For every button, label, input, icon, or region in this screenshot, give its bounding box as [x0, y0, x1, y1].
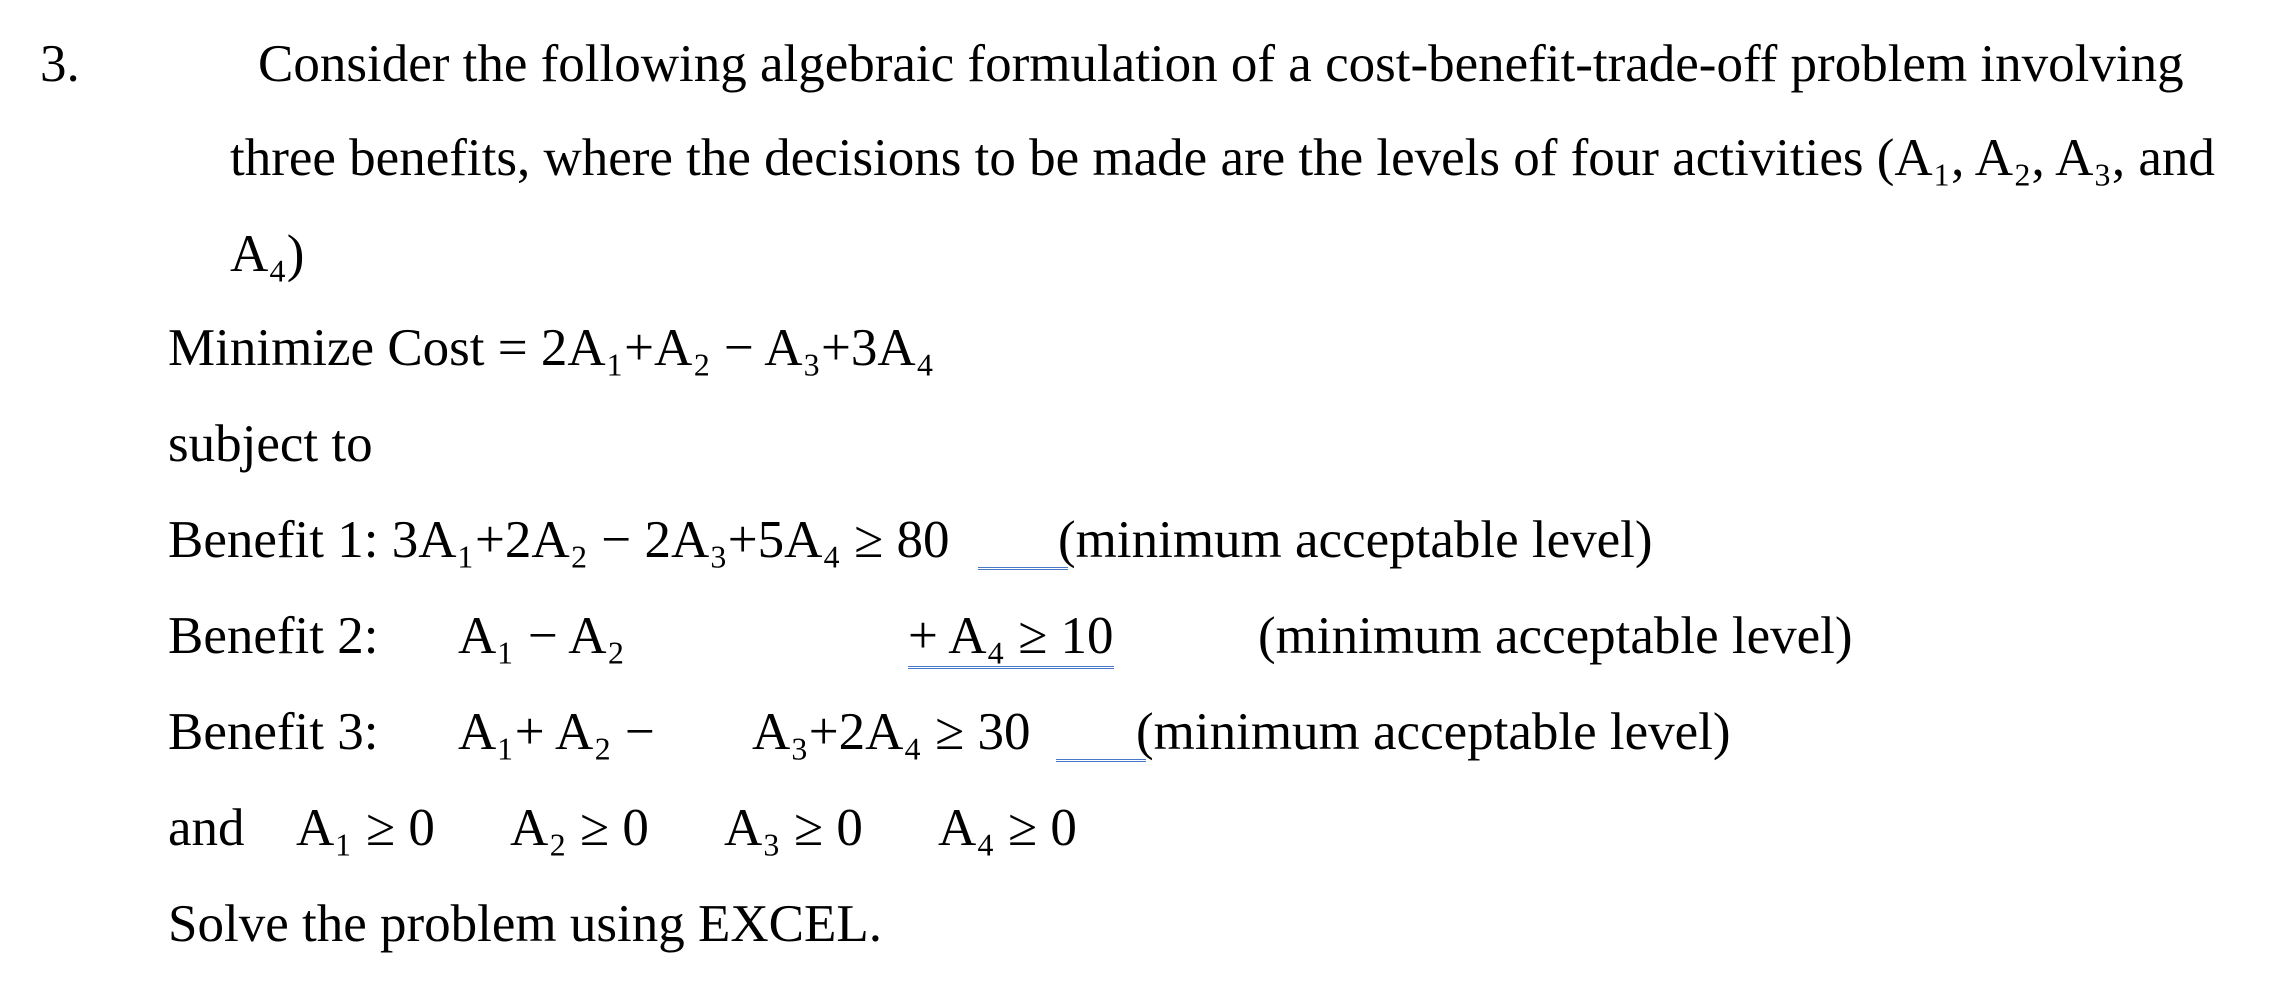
benefit-3-left: A₁+ A₂ −	[458, 703, 655, 761]
benefit-2-note: (minimum acceptable level)	[1258, 607, 1853, 665]
benefit-1-note: (minimum acceptable level)	[1058, 511, 1653, 569]
nonneg-a2: A₂ ≥ 0	[510, 799, 649, 857]
problem-number: 3.	[40, 35, 80, 93]
benefit-2-label: Benefit 2:	[168, 607, 379, 665]
nonneg-a4: A₄ ≥ 0	[938, 799, 1077, 857]
benefit-2-right: + A₄ ≥ 10	[908, 610, 1114, 669]
benefit-3-label: Benefit 3:	[168, 703, 379, 761]
benefit-3-right: A₃+2A₄ ≥ 30	[752, 703, 1031, 761]
intro-line-2: three benefits, where the decisions to be made are the levels of four activities (A₁, A₂, A₃, and	[230, 129, 2215, 187]
subject-to-label: subject to	[168, 415, 373, 473]
benefit-1-expression: Benefit 1: 3A₁+2A₂ − 2A₃+5A₄ ≥ 80	[168, 511, 950, 569]
benefit-3-note: (minimum acceptable level)	[1136, 703, 1731, 761]
benefit-1-blank	[978, 514, 1068, 570]
benefit-3-blank	[1056, 706, 1146, 762]
nonneg-a3: A₃ ≥ 0	[724, 799, 863, 857]
nonneg-a1: A₁ ≥ 0	[296, 799, 435, 857]
objective-function: Minimize Cost = 2A₁+A₂ − A₃+3A₄	[168, 319, 935, 377]
nonneg-and: and	[168, 799, 245, 857]
benefit-2-left: A₁ − A₂	[458, 607, 625, 665]
intro-line-1: Consider the following algebraic formulation of a cost-benefit-trade-off problem involving	[258, 35, 2184, 93]
instruction: Solve the problem using EXCEL.	[168, 895, 882, 953]
intro-line-3: A₄)	[230, 225, 305, 283]
